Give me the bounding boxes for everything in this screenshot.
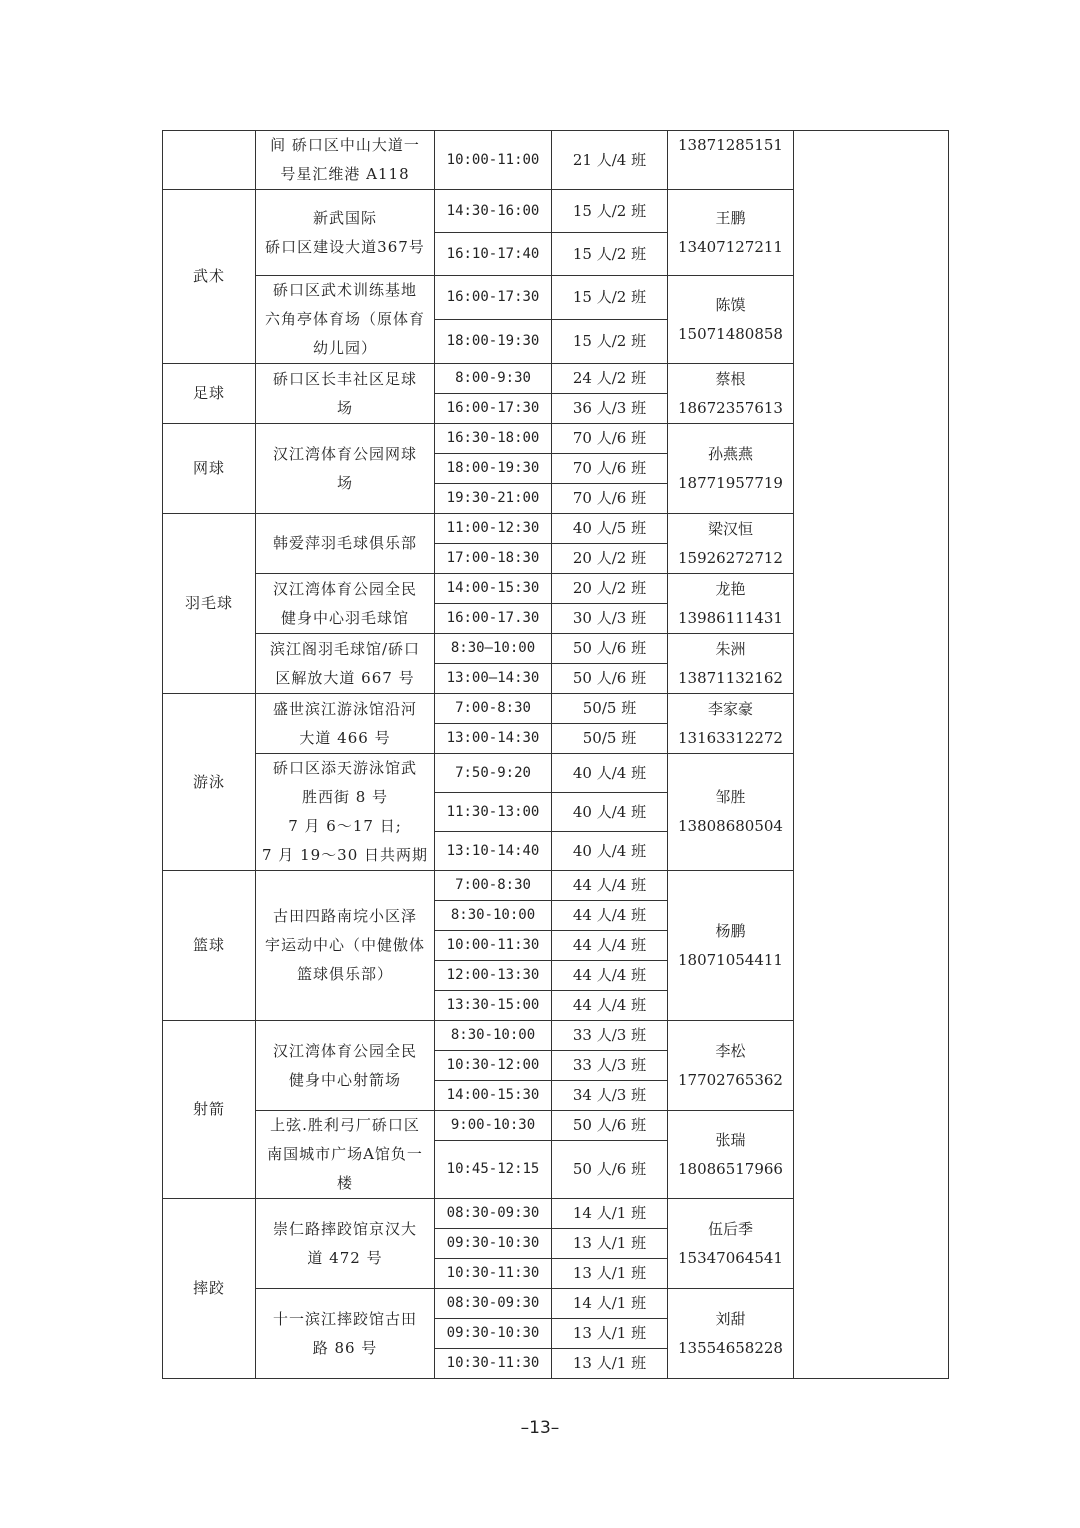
sport-cell — [163, 131, 256, 190]
time-cell: 8:30-10:00 — [435, 901, 552, 931]
venue-cell: 古田四路南垸小区泽 宇运动中心（中健傲体 篮球俱乐部） — [256, 871, 435, 1021]
venue-cell: 硚口区添天游泳馆武 胜西街 8 号 7 月 6～17 日; 7 月 19～30 日共两期 — [256, 754, 435, 871]
venue-cell: 新武国际 硚口区建设大道367号 — [256, 190, 435, 276]
count-cell: 70 人/6 班 — [552, 484, 668, 514]
sport-cell: 摔跤 — [163, 1199, 256, 1379]
venue-cell: 崇仁路摔跤馆京汉大 道 472 号 — [256, 1199, 435, 1289]
count-cell: 33 人/3 班 — [552, 1051, 668, 1081]
count-cell: 70 人/6 班 — [552, 454, 668, 484]
time-cell: 10:30-11:30 — [435, 1349, 552, 1379]
contact-cell: 陈馍 15071480858 — [668, 276, 794, 364]
contact-cell: 王鹏 13407127211 — [668, 190, 794, 276]
time-cell: 14:00-15:30 — [435, 1081, 552, 1111]
sport-cell: 足球 — [163, 364, 256, 424]
count-cell: 44 人/4 班 — [552, 961, 668, 991]
venue-cell: 十一滨江摔跤馆古田 路 86 号 — [256, 1289, 435, 1379]
time-cell: 16:00-17.30 — [435, 604, 552, 634]
time-cell: 10:00-11:30 — [435, 931, 552, 961]
count-cell: 70 人/6 班 — [552, 424, 668, 454]
contact-cell: 伍后季 15347064541 — [668, 1199, 794, 1289]
count-cell: 50 人/6 班 — [552, 1141, 668, 1199]
contact-cell: 朱洲 13871132162 — [668, 634, 794, 694]
count-cell: 44 人/4 班 — [552, 901, 668, 931]
contact-cell: 李松 17702765362 — [668, 1021, 794, 1111]
count-cell: 20 人/2 班 — [552, 574, 668, 604]
count-cell: 40 人/4 班 — [552, 832, 668, 871]
venue-cell: 汉江湾体育公园全民 健身中心羽毛球馆 — [256, 574, 435, 634]
contact-cell: 龙艳 13986111431 — [668, 574, 794, 634]
venue-cell: 间 硚口区中山大道一 号星汇维港 A118 — [256, 131, 435, 190]
count-cell: 40 人/5 班 — [552, 514, 668, 544]
sport-cell: 射箭 — [163, 1021, 256, 1199]
time-cell: 08:30-09:30 — [435, 1289, 552, 1319]
sport-cell: 羽毛球 — [163, 514, 256, 694]
count-cell: 50 人/6 班 — [552, 634, 668, 664]
time-cell: 8:30-10:00 — [435, 1021, 552, 1051]
count-cell: 40 人/4 班 — [552, 793, 668, 832]
contact-cell: 张瑞 18086517966 — [668, 1111, 794, 1199]
venue-cell: 硚口区武术训练基地 六角亭体育场（原体育 幼儿园） — [256, 276, 435, 364]
count-cell: 14 人/1 班 — [552, 1289, 668, 1319]
sport-cell: 游泳 — [163, 694, 256, 871]
contact-cell: 李家豪 13163312272 — [668, 694, 794, 754]
sport-cell: 武术 — [163, 190, 256, 364]
time-cell: 16:00-17:30 — [435, 394, 552, 424]
time-cell: 09:30-10:30 — [435, 1319, 552, 1349]
count-cell: 30 人/3 班 — [552, 604, 668, 634]
time-cell: 18:00-19:30 — [435, 320, 552, 364]
time-cell: 13:10-14:40 — [435, 832, 552, 871]
venue-cell: 汉江湾体育公园网球 场 — [256, 424, 435, 514]
time-cell: 16:30-18:00 — [435, 424, 552, 454]
time-cell: 13:00—14:30 — [435, 664, 552, 694]
time-cell: 7:50-9:20 — [435, 754, 552, 793]
count-cell: 40 人/4 班 — [552, 754, 668, 793]
contact-cell: 13871285151 — [668, 131, 794, 190]
contact-cell: 孙燕燕 18771957719 — [668, 424, 794, 514]
time-cell: 11:30-13:00 — [435, 793, 552, 832]
count-cell: 15 人/2 班 — [552, 276, 668, 320]
count-cell: 36 人/3 班 — [552, 394, 668, 424]
contact-cell: 杨鹏 18071054411 — [668, 871, 794, 1021]
count-cell: 15 人/2 班 — [552, 320, 668, 364]
time-cell: 18:00-19:30 — [435, 454, 552, 484]
count-cell: 44 人/4 班 — [552, 931, 668, 961]
venue-cell: 上弦.胜利弓厂硚口区 南国城市广场A馆负一 楼 — [256, 1111, 435, 1199]
time-cell: 8:00-9:30 — [435, 364, 552, 394]
time-cell: 8:30—10:00 — [435, 634, 552, 664]
time-cell: 10:45-12:15 — [435, 1141, 552, 1199]
count-cell: 20 人/2 班 — [552, 544, 668, 574]
time-cell: 10:00-11:00 — [435, 131, 552, 190]
page-number: –13– — [520, 1418, 560, 1438]
count-cell: 13 人/1 班 — [552, 1319, 668, 1349]
time-cell: 16:00-17:30 — [435, 276, 552, 320]
count-cell: 44 人/4 班 — [552, 871, 668, 901]
table-row — [163, 131, 949, 190]
count-cell: 15 人/2 班 — [552, 233, 668, 276]
count-cell: 24 人/2 班 — [552, 364, 668, 394]
remarks-cell — [794, 131, 949, 1379]
venue-cell: 硚口区长丰社区足球 场 — [256, 364, 435, 424]
time-cell: 09:30-10:30 — [435, 1229, 552, 1259]
count-cell: 50/5 班 — [552, 724, 668, 754]
contact-cell: 邹胜 13808680504 — [668, 754, 794, 871]
sport-cell: 网球 — [163, 424, 256, 514]
count-cell: 15 人/2 班 — [552, 190, 668, 233]
time-cell: 12:00-13:30 — [435, 961, 552, 991]
time-cell: 7:00-8:30 — [435, 694, 552, 724]
venue-cell: 盛世滨江游泳馆沿河 大道 466 号 — [256, 694, 435, 754]
count-cell: 13 人/1 班 — [552, 1259, 668, 1289]
count-cell: 21 人/4 班 — [552, 131, 668, 190]
count-cell: 50 人/6 班 — [552, 664, 668, 694]
time-cell: 13:30-15:00 — [435, 991, 552, 1021]
time-cell: 7:00-8:30 — [435, 871, 552, 901]
count-cell: 50 人/6 班 — [552, 1111, 668, 1141]
time-cell: 19:30-21:00 — [435, 484, 552, 514]
count-cell: 14 人/1 班 — [552, 1199, 668, 1229]
time-cell: 13:00-14:30 — [435, 724, 552, 754]
sport-cell: 篮球 — [163, 871, 256, 1021]
time-cell: 17:00-18:30 — [435, 544, 552, 574]
time-cell: 14:00-15:30 — [435, 574, 552, 604]
count-cell: 44 人/4 班 — [552, 991, 668, 1021]
venue-cell: 韩爱萍羽毛球俱乐部 — [256, 514, 435, 574]
venue-cell: 汉江湾体育公园全民 健身中心射箭场 — [256, 1021, 435, 1111]
contact-cell: 蔡根 18672357613 — [668, 364, 794, 424]
count-cell: 50/5 班 — [552, 694, 668, 724]
venue-cell: 滨江阁羽毛球馆/硚口 区解放大道 667 号 — [256, 634, 435, 694]
count-cell: 34 人/3 班 — [552, 1081, 668, 1111]
time-cell: 9:00-10:30 — [435, 1111, 552, 1141]
time-cell: 16:10-17:40 — [435, 233, 552, 276]
time-cell: 14:30-16:00 — [435, 190, 552, 233]
contact-cell: 刘甜 13554658228 — [668, 1289, 794, 1379]
count-cell: 13 人/1 班 — [552, 1229, 668, 1259]
count-cell: 13 人/1 班 — [552, 1349, 668, 1379]
contact-cell: 梁汉恒 15926272712 — [668, 514, 794, 574]
time-cell: 10:30-12:00 — [435, 1051, 552, 1081]
time-cell: 10:30-11:30 — [435, 1259, 552, 1289]
schedule-table — [162, 130, 949, 1379]
time-cell: 08:30-09:30 — [435, 1199, 552, 1229]
time-cell: 11:00-12:30 — [435, 514, 552, 544]
count-cell: 33 人/3 班 — [552, 1021, 668, 1051]
